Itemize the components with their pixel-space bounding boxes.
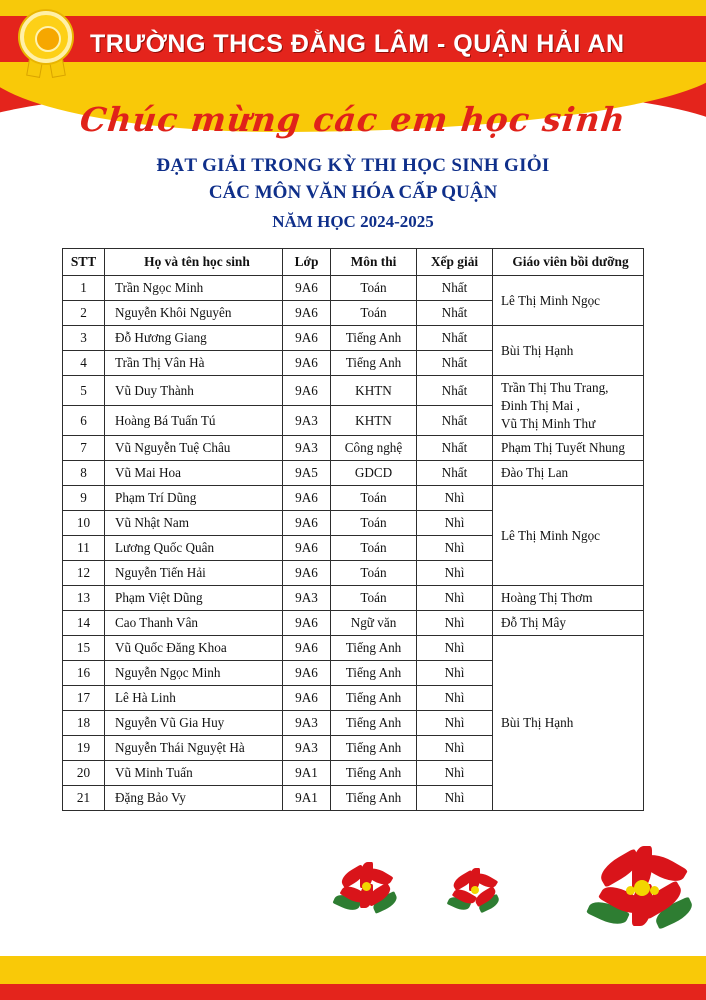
cell-class: 9A6 (283, 351, 331, 376)
subtitle-block (0, 155, 706, 232)
cell-stt: 5 (63, 376, 105, 406)
cell-subject: Tiếng Anh (331, 686, 417, 711)
cell-stt: 13 (63, 586, 105, 611)
cell-subject: Tiếng Anh (331, 711, 417, 736)
cell-rank: Nhì (417, 611, 493, 636)
cell-stt: 3 (63, 326, 105, 351)
cell-stt: 10 (63, 511, 105, 536)
cell-stt: 14 (63, 611, 105, 636)
cell-stt: 19 (63, 736, 105, 761)
bottom-red-strip (0, 984, 706, 1000)
cell-teacher: Trần Thị Thu Trang, Đinh Thị Mai , Vũ Thị Minh Thư (493, 376, 644, 436)
cell-rank: Nhì (417, 636, 493, 661)
cell-teacher: Đỗ Thị Mây (493, 611, 644, 636)
cell-rank: Nhất (417, 351, 493, 376)
cell-class: 9A6 (283, 276, 331, 301)
cell-rank: Nhì (417, 711, 493, 736)
cell-student-name: Nguyễn Thái Nguyệt Hà (105, 736, 283, 761)
cell-student-name: Nguyễn Vũ Gia Huy (105, 711, 283, 736)
cell-class: 9A6 (283, 326, 331, 351)
table-row (63, 461, 644, 486)
cell-class: 9A5 (283, 461, 331, 486)
cell-class: 9A6 (283, 301, 331, 326)
subtitle-school-year: NĂM HỌC 2024-2025 (272, 212, 434, 231)
cell-stt: 8 (63, 461, 105, 486)
cell-stt: 2 (63, 301, 105, 326)
poinsettia-flower-icon (596, 846, 688, 932)
cell-subject: Toán (331, 536, 417, 561)
table-header-row (63, 249, 644, 276)
school-title: TRƯỜNG THCS ĐẰNG LÂM - QUẬN HẢI AN (90, 29, 625, 58)
cell-rank: Nhì (417, 536, 493, 561)
cell-student-name: Nguyễn Khôi Nguyên (105, 301, 283, 326)
cell-rank: Nhì (417, 511, 493, 536)
cell-stt: 9 (63, 486, 105, 511)
cell-rank: Nhất (417, 376, 493, 406)
cell-stt: 21 (63, 786, 105, 811)
cell-stt: 17 (63, 686, 105, 711)
cell-stt: 18 (63, 711, 105, 736)
cell-teacher: Hoàng Thị Thơm (493, 586, 644, 611)
cell-class: 9A3 (283, 436, 331, 461)
cell-teacher: Phạm Thị Tuyết Nhung (493, 436, 644, 461)
cell-student-name: Vũ Duy Thành (105, 376, 283, 406)
cell-rank: Nhì (417, 736, 493, 761)
cell-class: 9A6 (283, 511, 331, 536)
congratulation-script-text: Chúc mừng các em học sinh (78, 100, 628, 139)
table-row (63, 436, 644, 461)
cell-rank: Nhì (417, 586, 493, 611)
cell-teacher: Bùi Thị Hạnh (493, 326, 644, 376)
cell-rank: Nhì (417, 661, 493, 686)
column-header-teacher: Giáo viên bồi dưỡng (493, 249, 644, 276)
cell-subject: GDCD (331, 461, 417, 486)
cell-subject: Toán (331, 276, 417, 301)
cell-student-name: Nguyễn Tiến Hải (105, 561, 283, 586)
cell-student-name: Vũ Minh Tuấn (105, 761, 283, 786)
cell-rank: Nhì (417, 761, 493, 786)
cell-subject: Ngữ văn (331, 611, 417, 636)
cell-class: 9A3 (283, 736, 331, 761)
cell-student-name: Lê Hà Linh (105, 686, 283, 711)
cell-subject: Toán (331, 301, 417, 326)
poinsettia-flower-icon (338, 862, 396, 914)
subtitle-line-2: CÁC MÔN VĂN HÓA CẤP QUẬN (208, 182, 498, 203)
cell-student-name: Vũ Quốc Đăng Khoa (105, 636, 283, 661)
cell-class: 9A6 (283, 611, 331, 636)
cell-teacher: Bùi Thị Hạnh (493, 636, 644, 811)
cell-student-name: Đỗ Hương Giang (105, 326, 283, 351)
cell-student-name: Nguyễn Ngọc Minh (105, 661, 283, 686)
cell-class: 9A6 (283, 636, 331, 661)
cell-rank: Nhất (417, 436, 493, 461)
cell-student-name: Vũ Nhật Nam (105, 511, 283, 536)
award-table-container (62, 248, 644, 811)
cell-rank: Nhất (417, 326, 493, 351)
cell-subject: Toán (331, 561, 417, 586)
header-bar (0, 8, 706, 80)
award-medal-icon (12, 9, 82, 79)
column-header-subject: Môn thi (331, 249, 417, 276)
cell-student-name: Trần Ngọc Minh (105, 276, 283, 301)
cell-stt: 15 (63, 636, 105, 661)
cell-class: 9A6 (283, 661, 331, 686)
cell-class: 9A6 (283, 536, 331, 561)
cell-rank: Nhì (417, 786, 493, 811)
cell-student-name: Phạm Việt Dũng (105, 586, 283, 611)
cell-stt: 7 (63, 436, 105, 461)
award-table (62, 248, 644, 811)
cell-subject: Tiếng Anh (331, 636, 417, 661)
cell-class: 9A6 (283, 376, 331, 406)
cell-student-name: Vũ Nguyễn Tuệ Châu (105, 436, 283, 461)
cell-student-name: Lương Quốc Quân (105, 536, 283, 561)
column-header-rank: Xếp giải (417, 249, 493, 276)
cell-student-name: Hoàng Bá Tuấn Tú (105, 406, 283, 436)
cell-rank: Nhất (417, 276, 493, 301)
cell-teacher: Lê Thị Minh Ngọc (493, 276, 644, 326)
cell-teacher: Lê Thị Minh Ngọc (493, 486, 644, 586)
table-row (63, 276, 644, 301)
cell-subject: Tiếng Anh (331, 761, 417, 786)
cell-rank: Nhất (417, 406, 493, 436)
cell-class: 9A1 (283, 761, 331, 786)
cell-class: 9A1 (283, 786, 331, 811)
table-row (63, 486, 644, 511)
cell-stt: 6 (63, 406, 105, 436)
cell-subject: Tiếng Anh (331, 326, 417, 351)
cell-student-name: Cao Thanh Vân (105, 611, 283, 636)
cell-class: 9A6 (283, 686, 331, 711)
cell-stt: 12 (63, 561, 105, 586)
table-row (63, 611, 644, 636)
cell-rank: Nhất (417, 301, 493, 326)
cell-class: 9A3 (283, 711, 331, 736)
cell-student-name: Vũ Mai Hoa (105, 461, 283, 486)
cell-subject: Toán (331, 586, 417, 611)
cell-class: 9A6 (283, 561, 331, 586)
cell-student-name: Đặng Bảo Vy (105, 786, 283, 811)
cell-subject: Toán (331, 511, 417, 536)
cell-class: 9A6 (283, 486, 331, 511)
table-row (63, 326, 644, 351)
cell-stt: 1 (63, 276, 105, 301)
cell-subject: Tiếng Anh (331, 736, 417, 761)
cell-stt: 4 (63, 351, 105, 376)
cell-subject: Tiếng Anh (331, 661, 417, 686)
poinsettia-flower-icon (450, 868, 500, 914)
cell-student-name: Phạm Trí Dũng (105, 486, 283, 511)
cell-class: 9A3 (283, 406, 331, 436)
column-header-stt: STT (63, 249, 105, 276)
cell-student-name: Trần Thị Vân Hà (105, 351, 283, 376)
cell-rank: Nhì (417, 561, 493, 586)
table-row (63, 586, 644, 611)
cell-rank: Nhất (417, 461, 493, 486)
cell-subject: Tiếng Anh (331, 786, 417, 811)
column-header-name: Họ và tên học sinh (105, 249, 283, 276)
table-row (63, 636, 644, 661)
cell-stt: 11 (63, 536, 105, 561)
subtitle-line-1: ĐẠT GIẢI TRONG KỲ THI HỌC SINH GIỎI (156, 155, 550, 176)
cell-subject: Công nghệ (331, 436, 417, 461)
cell-stt: 20 (63, 761, 105, 786)
cell-class: 9A3 (283, 586, 331, 611)
cell-subject: KHTN (331, 406, 417, 436)
cell-subject: Toán (331, 486, 417, 511)
cell-subject: KHTN (331, 376, 417, 406)
cell-subject: Tiếng Anh (331, 351, 417, 376)
cell-rank: Nhì (417, 686, 493, 711)
cell-rank: Nhì (417, 486, 493, 511)
cell-teacher: Đào Thị Lan (493, 461, 644, 486)
table-row (63, 376, 644, 406)
cell-stt: 16 (63, 661, 105, 686)
column-header-class: Lớp (283, 249, 331, 276)
